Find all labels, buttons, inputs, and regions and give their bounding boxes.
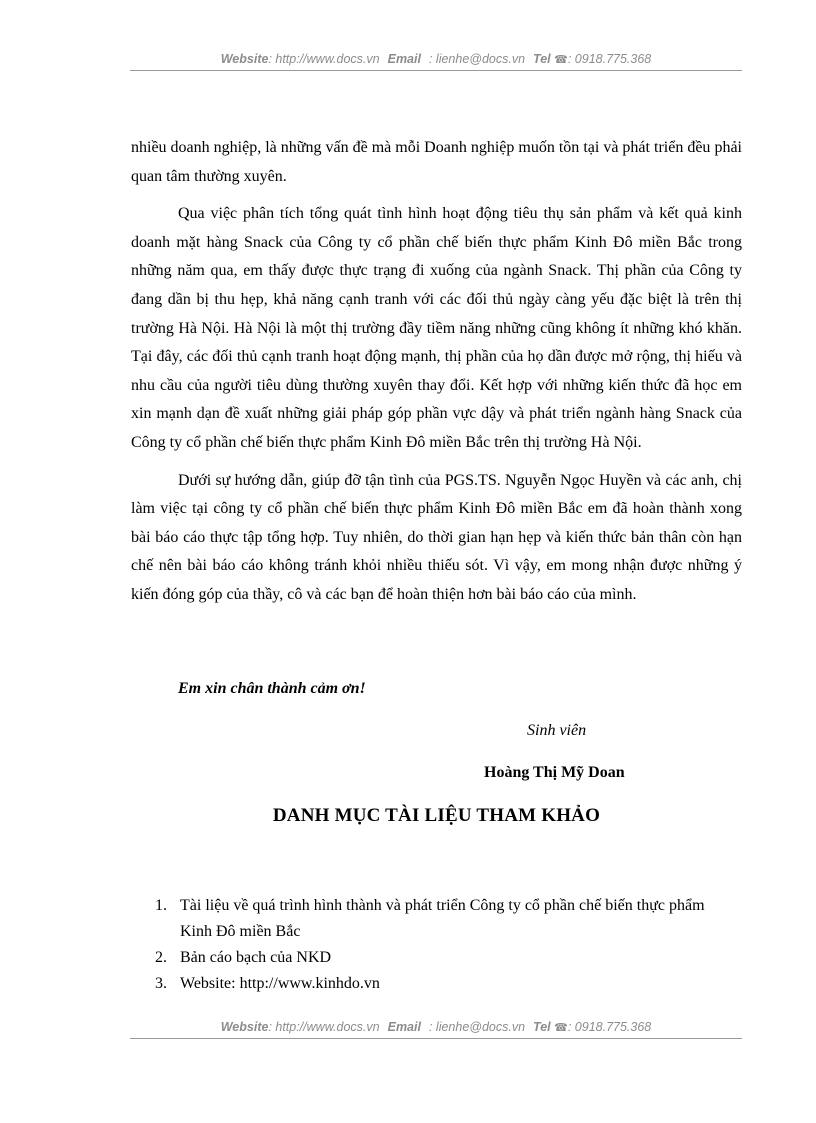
reference-text: Website: http://www.kinhdo.vn [180, 975, 380, 992]
paragraph-2: Qua việc phân tích tổng quát tình hình hoạt động tiêu thụ sản phẩm và kết quả kinh doanh mặt hàng Snack của Công ty cổ phần chế biến thực phẩm Kinh Đô miền Bắc trong những năm qua, em thấy được thực trạng đi xuống của ngành Snack. Thị phần của Công ty đang dần bị thu hẹp, khả năng cạnh tranh với các đối thủ ngày càng yếu đặc biệt là trên thị trường Hà Nội. Hà Nội là một thị trường đầy tiềm năng những cũng không ít những khó khăn. Tại đây, các đối thủ cạnh tranh hoạt động mạnh, thị phần của họ dần được mở rộng, thị hiếu và nhu cầu của người tiêu dùng thường xuyên thay đổi. Kết hợp với những kiến thức đã học em xin mạnh dạn đề xuất những giải pháp góp phần vực dậy và phát triển ngành hàng Snack của Công ty cổ phần chế biến thực phẩm Kinh Đô miền Bắc trên thị trường Hà Nội. [131, 205, 742, 451]
header-tel-label: Tel [533, 52, 551, 66]
reference-number: 2. [155, 949, 167, 966]
reference-text: Bản cáo bạch của NKD [180, 949, 332, 966]
student-label: Sinh viên [527, 722, 587, 739]
footer-website-label: Website [220, 1020, 269, 1034]
student-name: Hoàng Thị Mỹ Doan [484, 764, 625, 781]
paragraph-1: nhiều doanh nghiệp, là những vấn đề mà mỗi Doanh nghiệp muốn tồn tại và phát triển đều phải quan tâm thường xuyên. [131, 139, 742, 185]
references-list [155, 893, 715, 997]
header-website-link[interactable]: : http://www.docs.vn [268, 52, 380, 66]
page-header [130, 52, 742, 71]
reference-number: 3. [155, 975, 167, 992]
phone-icon: ☎ [554, 54, 568, 66]
footer-tel-label: Tel [533, 1020, 551, 1034]
header-email-link[interactable]: : lienhe@docs.vn [428, 52, 526, 66]
phone-icon: ☎ [554, 1022, 568, 1034]
header-email-label: Email [387, 52, 421, 66]
reference-item [155, 945, 715, 971]
header-tel-value: : 0918.775.368 [567, 52, 652, 66]
footer-tel-value: : 0918.775.368 [567, 1020, 652, 1034]
reference-text: Tài liệu về quá trình hình thành và phát triển Công ty cổ phần chế biến thực phẩm Kinh Đô miền Bắc [180, 897, 705, 940]
footer-website-link[interactable]: : http://www.docs.vn [268, 1020, 380, 1034]
reference-item [155, 971, 715, 997]
header-website-label: Website [220, 52, 269, 66]
page-footer [130, 1020, 742, 1039]
reference-item [155, 893, 715, 945]
thanks-line: Em xin chân thành cảm ơn! [178, 680, 366, 697]
references-title: DANH MỤC TÀI LIỆU THAM KHẢO [272, 805, 601, 826]
reference-number: 1. [155, 897, 167, 914]
document-body [131, 134, 742, 619]
paragraph-3: Dưới sự hướng dẫn, giúp đỡ tận tình của PGS.TS. Nguyễn Ngọc Huyền và các anh, chị làm việc tại công ty cổ phần chế biến thực phẩm Kinh Đô miền Bắc em đã hoàn thành xong bài báo cáo thực tập tổng hợp. Tuy nhiên, do thời gian hạn hẹp và kiến thức bản thân còn hạn chế nên bài báo cáo không tránh khỏi nhiều thiếu sót. Vì vậy, em mong nhận được những ý kiến đóng góp của thầy, cô và các bạn để hoàn thiện hơn bài báo cáo của mình. [131, 471, 742, 603]
footer-email-link[interactable]: : lienhe@docs.vn [428, 1020, 526, 1034]
footer-email-label: Email [387, 1020, 421, 1034]
